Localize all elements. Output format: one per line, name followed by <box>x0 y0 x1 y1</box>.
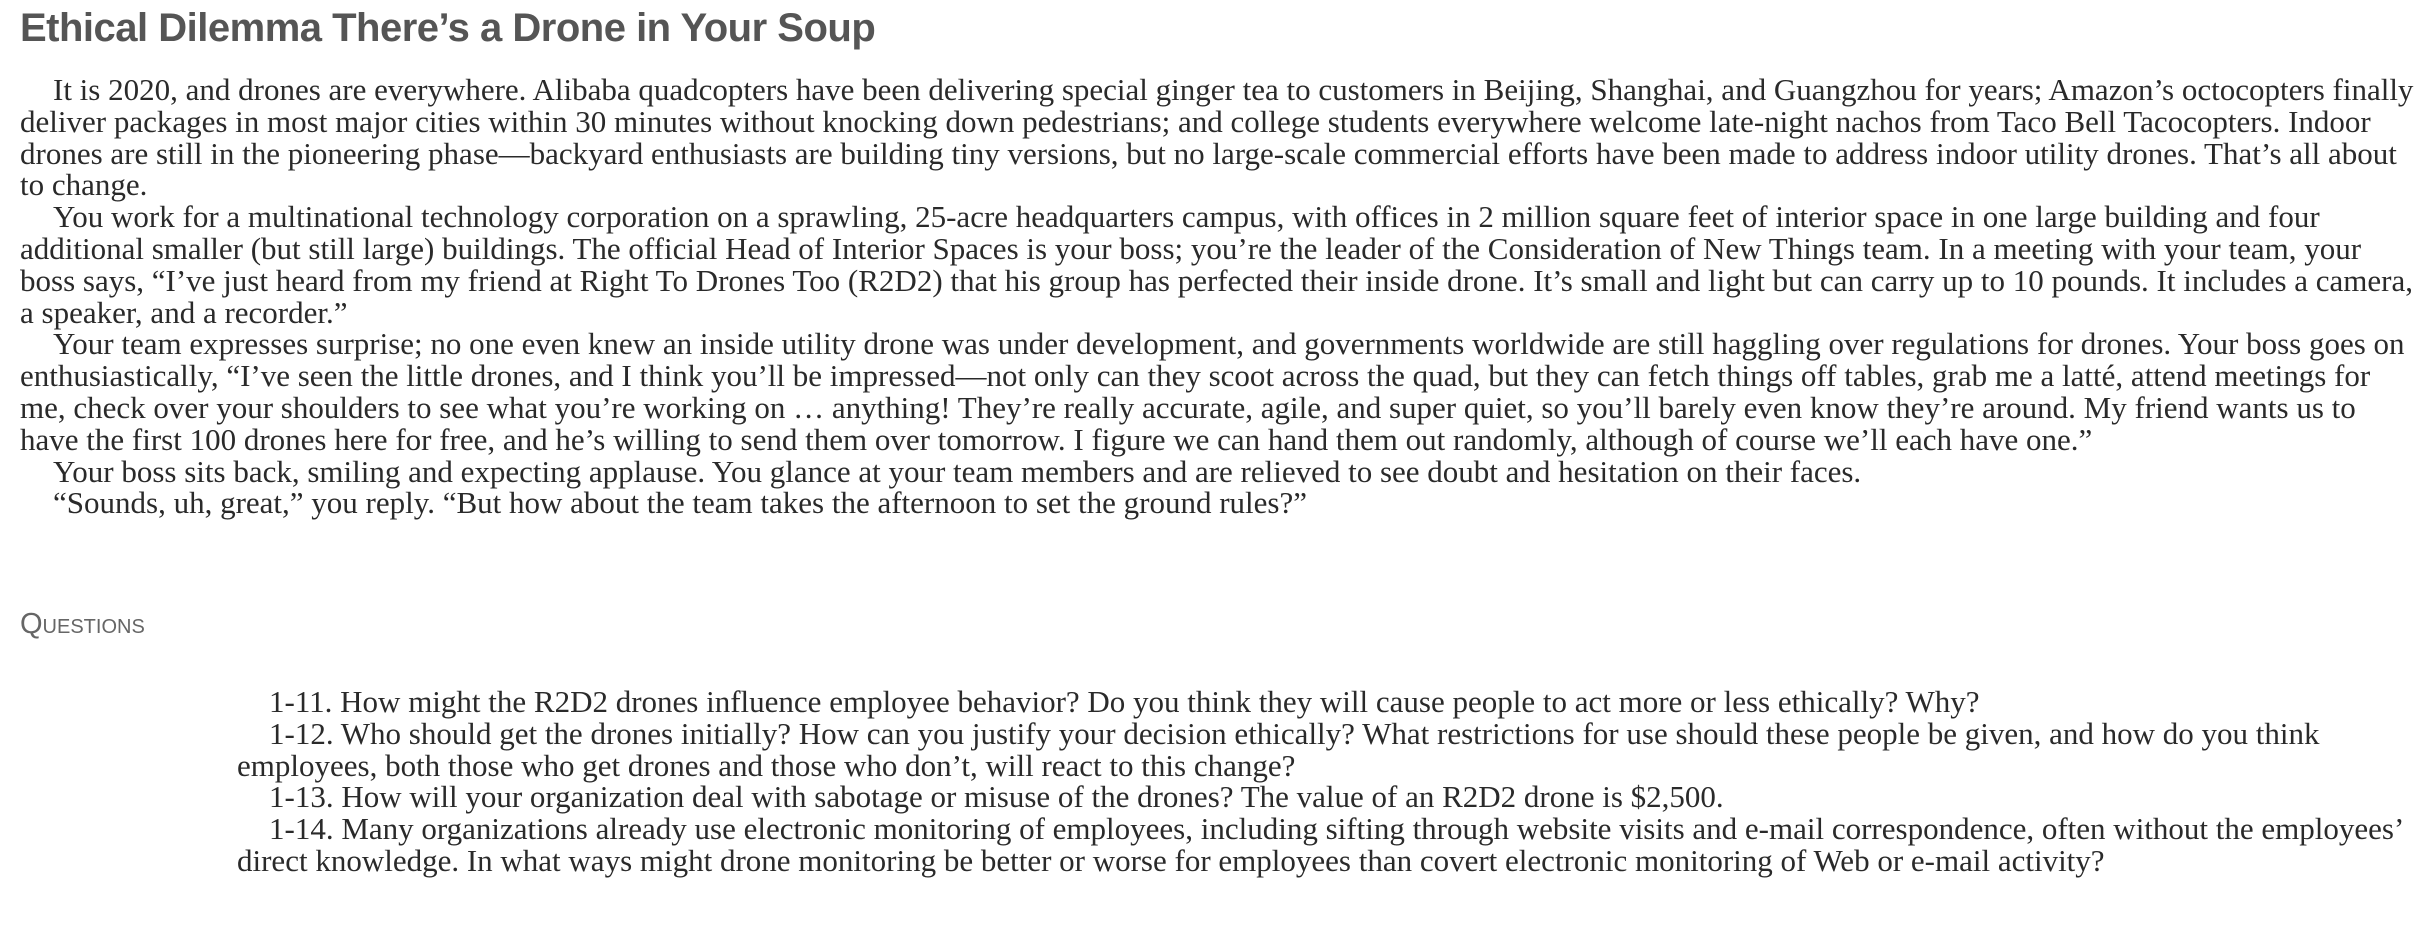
case-body <box>20 74 2420 519</box>
page-title: Ethical Dilemma There’s a Drone in Your Soup <box>20 6 876 50</box>
questions-heading: Questions <box>20 608 145 640</box>
paragraph: “Sounds, uh, great,” you reply. “But how about the team takes the afternoon to set the ground rules?” <box>53 485 1308 521</box>
question-item: 1-13. How will your organization deal with sabotage or misuse of the drones? The value of an R2D2 drone is $2,500. <box>269 779 1724 815</box>
question-item: 1-11. How might the R2D2 drones influence employee behavior? Do you think they will cause people to act more or less ethically? Why? <box>269 684 1980 719</box>
questions-list <box>237 686 2420 877</box>
question-item: 1-14. Many organizations already use electronic monitoring of employees, including sifting through website visits and e-mail correspondence, often without the employees’ direct knowledge. In what ways might drone monitoring be better or worse for employees than covert electronic monitoring of Web or e-mail activity? <box>237 811 2402 878</box>
paragraph: Your boss sits back, smiling and expecting applause. You glance at your team members and are relieved to see doubt and hesitation on their faces. <box>53 453 1862 489</box>
paragraph: Your team expresses surprise; no one even knew an inside utility drone was under development, and governments worldwide are still haggling over regulations for drones. Your boss goes on enthusiastically, “I’ve seen the little drones, and I think you’ll be impressed—not only can they scoot across the quad, but they can fetch things off tables, grab me a latté, attend meetings for me, check over your shoulders to see what you’re working on … anything! They’re really accurate, agile, and super quiet, so you’ll barely even know they’re around. My friend wants us to have the first 100 drones here for free, and he’s willing to send them over tomorrow. I figure we can hand them out randomly, although of course we’ll each have one.” <box>20 326 2405 457</box>
paragraph: You work for a multinational technology corporation on a sprawling, 25-acre headquarters campus, with offices in 2 million square feet of interior space in one large building and four additional smaller (but still large) buildings. The official Head of Interior Spaces is your boss; you’re the leader of the Consideration of New Things team. In a meeting with your team, your boss says, “I’ve just heard from my friend at Right To Drones Too (R2D2) that his group has perfected their inside drone. It’s small and light but can carry up to 10 pounds. It includes a camera, a speaker, and a recorder.” <box>20 199 2414 330</box>
paragraph: It is 2020, and drones are everywhere. Alibaba quadcopters have been delivering special ginger tea to customers in Beijing, Shanghai, and Guangzhou for years; Amazon’s octocopters finally deliver packages in most major cities within 30 minutes without knocking down pedestrians; and college students everywhere welcome late-night nachos from Taco Bell Tacocopters. Indoor drones are still in the pioneering phase—backyard enthusiasts are building tiny versions, but no large-scale commercial efforts have been made to address indoor utility drones. That’s all about to change. <box>20 72 2414 203</box>
question-item: 1-12. Who should get the drones initially? How can you justify your decision ethically? What restrictions for use should these people be given, and how do you think employees, both those who get drones and those who don’t, will react to this change? <box>237 715 2320 783</box>
